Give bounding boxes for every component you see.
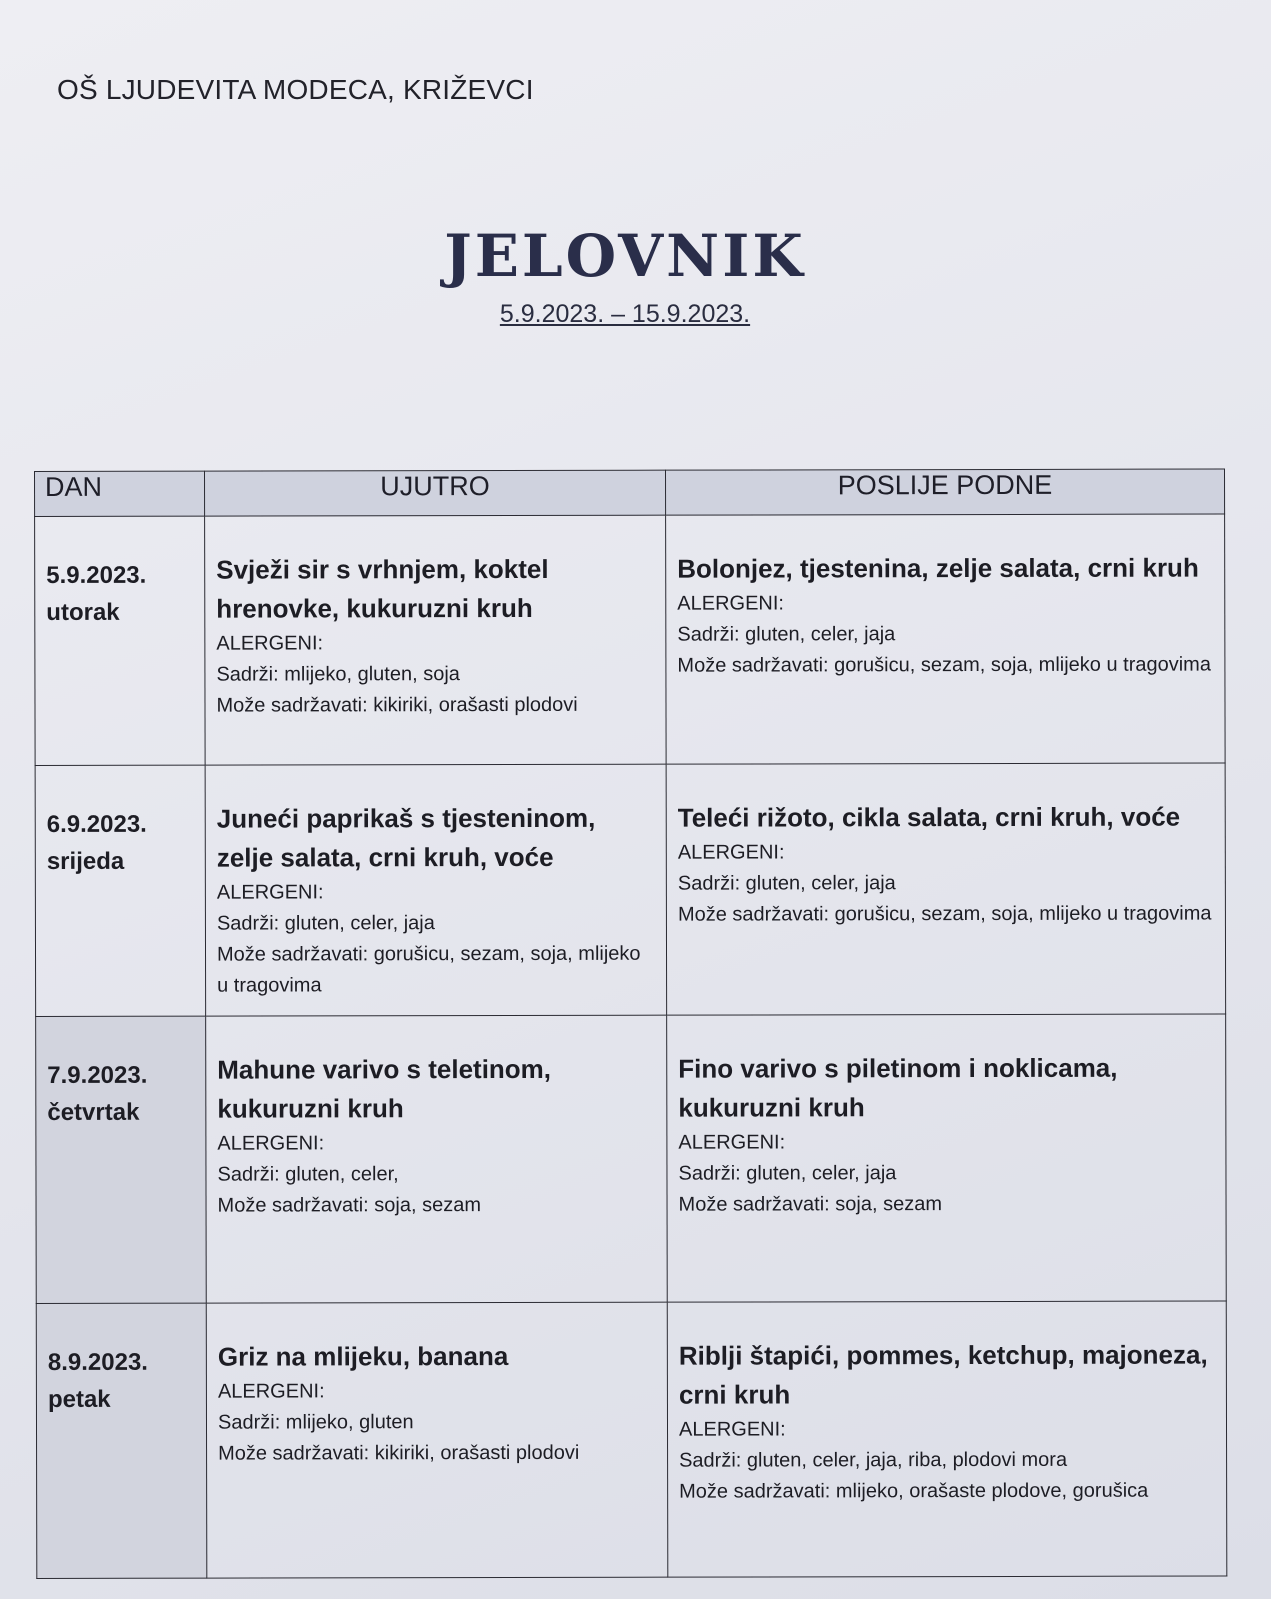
- menu-period: 5.9.2023. – 15.9.2023.: [499, 300, 751, 328]
- header-morning: UJUTRO: [205, 470, 666, 516]
- allergens-contains: Sadrži: gluten, celer, jaja: [678, 1162, 897, 1185]
- meal-dish: Fino varivo s piletinom i noklicama, kukuruzni kruh: [678, 1052, 1118, 1123]
- allergens-may-contain: Može sadržavati: mlijeko, orašaste plodove, gorušica: [679, 1479, 1149, 1503]
- afternoon-meal-cell: [667, 1014, 1227, 1302]
- allergens-label: ALERGENI:: [216, 881, 324, 904]
- allergens-label: ALERGENI:: [678, 1418, 786, 1441]
- allergens-label: ALERGENI:: [216, 632, 324, 655]
- afternoon-meal-cell: [666, 514, 1226, 764]
- allergens-may-contain: Može sadržavati: gorušicu, sezam, soja, mlijeko u tragovima: [677, 653, 1211, 677]
- meal-dish: Riblji štapići, pommes, ketchup, majoneza, crni kruh: [678, 1339, 1208, 1410]
- day-date: 5.9.2023.: [46, 561, 147, 589]
- allergens-may-contain: Može sadržavati: kikiriki, orašasti plodovi: [216, 693, 578, 717]
- allergens-label: ALERGENI:: [217, 1380, 325, 1403]
- allergens-label: ALERGENI:: [678, 1131, 786, 1154]
- school-name: OŠ LJUDEVITA MODECA, KRIŽEVCI: [57, 74, 534, 105]
- day-cell: [36, 1303, 207, 1578]
- allergens-contains: Sadrži: mlijeko, gluten, soja: [216, 663, 460, 686]
- meal-dish: Teleći rižoto, cikla salata, crni kruh, voće: [677, 801, 1181, 833]
- allergens-may-contain: Može sadržavati: gorušicu, sezam, soja, mlijeko u tragovima: [216, 942, 641, 997]
- meal-dish: Svježi sir s vrhnjem, koktel hrenovke, kukuruzni kruh: [216, 553, 549, 624]
- day-weekday: srijeda: [46, 847, 125, 875]
- menu-table-header: [35, 469, 1225, 516]
- day-date: 8.9.2023.: [47, 1348, 148, 1376]
- day-weekday: četvrtak: [47, 1098, 140, 1126]
- meal-dish: Griz na mlijeku, banana: [217, 1341, 509, 1372]
- day-weekday: utorak: [46, 598, 120, 626]
- morning-meal-cell: [205, 515, 667, 765]
- morning-meal-cell: [205, 764, 667, 1016]
- meal-dish: Bolonjez, tjestenina, zelje salata, crni kruh: [677, 552, 1199, 584]
- allergens-contains: Sadrži: mlijeko, gluten: [217, 1411, 414, 1434]
- morning-meal-cell: [206, 1302, 668, 1578]
- header-day: DAN: [35, 471, 205, 516]
- day-cell: [35, 516, 206, 765]
- day-weekday: petak: [47, 1385, 111, 1413]
- meal-dish: Mahune varivo s teletinom, kukuruzni kruh: [217, 1053, 552, 1124]
- allergens-label: ALERGENI:: [677, 592, 785, 615]
- allergens-may-contain: Može sadržavati: gorušicu, sezam, soja, mlijeko u tragovima: [677, 902, 1212, 926]
- table-row: [36, 1014, 1227, 1303]
- header-afternoon: POSLIJE PODNE: [665, 469, 1224, 515]
- allergens-label: ALERGENI:: [217, 1132, 325, 1155]
- meal-dish: Juneći paprikaš s tjesteninom, zelje salata, crni kruh, voće: [216, 802, 596, 873]
- allergens-may-contain: Može sadržavati: soja, sezam: [217, 1194, 481, 1217]
- morning-meal-cell: [206, 1015, 668, 1303]
- allergens-may-contain: Može sadržavati: soja, sezam: [678, 1193, 942, 1216]
- day-date: 7.9.2023.: [47, 1061, 148, 1089]
- page-title: JELOVNIK: [444, 222, 806, 290]
- afternoon-meal-cell: [666, 763, 1226, 1015]
- day-cell: [36, 1016, 207, 1303]
- allergens-may-contain: Može sadržavati: kikiriki, orašasti plodovi: [218, 1441, 580, 1465]
- allergens-contains: Sadrži: gluten, celer, jaja: [677, 872, 896, 895]
- allergens-label: ALERGENI:: [677, 841, 785, 864]
- table-row: [35, 763, 1226, 1016]
- allergens-contains: Sadrži: gluten, celer,: [217, 1163, 399, 1186]
- allergens-contains: Sadrži: gluten, celer, jaja, riba, plodovi mora: [679, 1448, 1068, 1472]
- day-date: 6.9.2023.: [46, 810, 147, 838]
- table-row: [35, 514, 1226, 765]
- menu-table: [34, 469, 1227, 1579]
- day-cell: [35, 765, 206, 1016]
- afternoon-meal-cell: [667, 1301, 1227, 1577]
- allergens-contains: Sadrži: gluten, celer, jaja: [216, 912, 435, 935]
- table-row: [36, 1301, 1227, 1578]
- allergens-contains: Sadrži: gluten, celer, jaja: [677, 623, 896, 646]
